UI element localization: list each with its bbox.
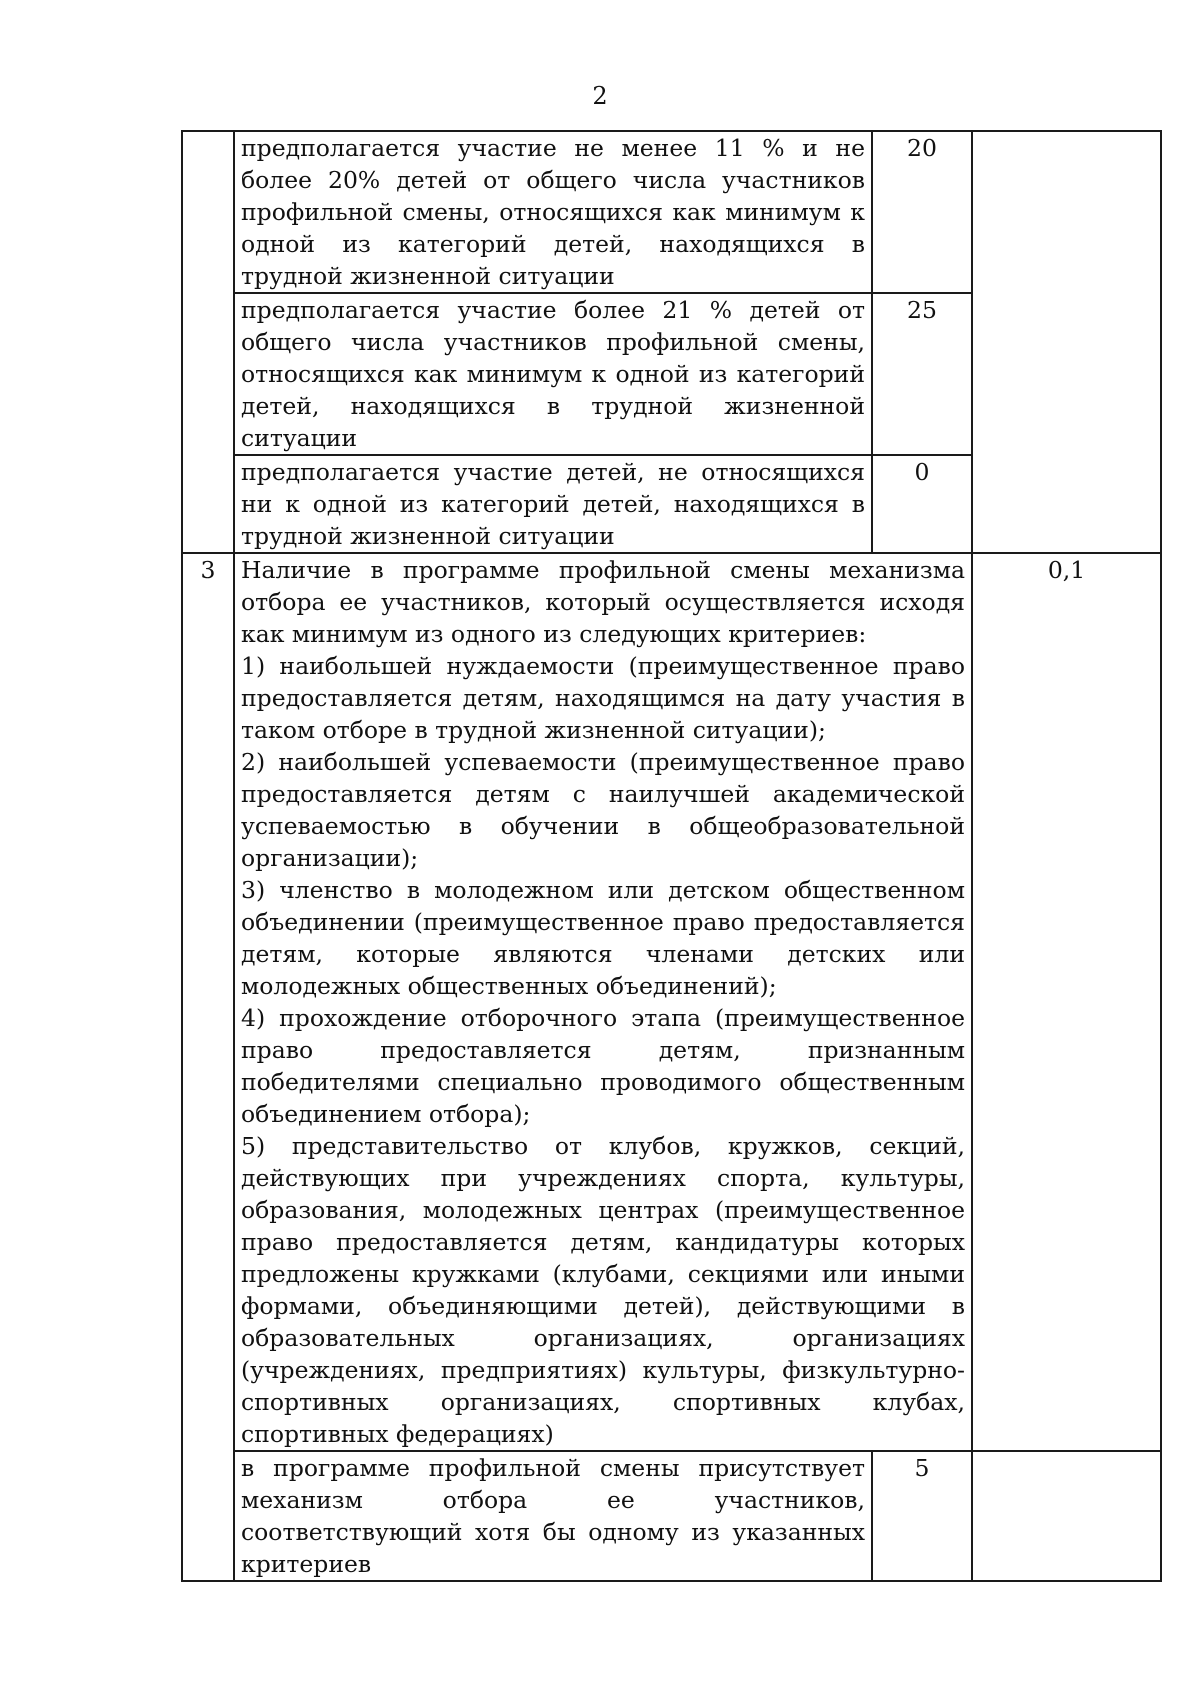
table-row bbox=[182, 1451, 1161, 1581]
criterion-paragraph: 2) наибольшей успеваемости (преимущественное право предоставляется детям с наилучшей академической успеваемостью в обучении в общеобразовательной организации); bbox=[241, 748, 965, 872]
criterion-paragraph: 3) членство в молодежном или детском общественном объединении (преимущественное право предоставляется детям, которые являются членами детских или молодежных общественных объединений); bbox=[241, 876, 965, 1000]
page-number: 2 bbox=[592, 82, 608, 110]
criterion-number: 3 bbox=[182, 553, 234, 1581]
option-text: в программе профильной смены присутствует механизм отбора ее участников, соответствующий хотя бы одному из указанных критериев bbox=[234, 1451, 872, 1581]
option-score: 20 bbox=[872, 131, 972, 293]
empty-weight-cell bbox=[972, 1451, 1161, 1581]
option-text: предполагается участие более 21 % детей от общего числа участников профильной смены, относящихся как минимум к одной из категорий детей, находящихся в трудной жизненной ситуации bbox=[234, 293, 872, 455]
criterion-paragraph: Наличие в программе профильной смены механизма отбора ее участников, который осуществляется исходя как минимум из одного из следующих критериев: bbox=[241, 556, 965, 648]
table-row bbox=[182, 553, 1161, 1451]
option-score: 5 bbox=[872, 1451, 972, 1581]
table-row bbox=[182, 131, 1161, 293]
option-score: 0 bbox=[872, 455, 972, 553]
option-text: предполагается участие не менее 11 % и не более 20% детей от общего числа участников профильной смены, относящихся как минимум к одной из категорий детей, находящихся в трудной жизненной ситуации bbox=[234, 131, 872, 293]
option-text: предполагается участие детей, не относящихся ни к одной из категорий детей, находящихся в трудной жизненной ситуации bbox=[234, 455, 872, 553]
weight-cell bbox=[972, 131, 1161, 553]
criterion-number-cell bbox=[182, 131, 234, 553]
criterion-paragraph: 1) наибольшей нуждаемости (преимущественное право предоставляется детям, находящимся на дату участия в таком отборе в трудной жизненной ситуации); bbox=[241, 652, 965, 744]
option-score: 25 bbox=[872, 293, 972, 455]
criterion-weight: 0,1 bbox=[972, 553, 1161, 1451]
criterion-description bbox=[234, 553, 972, 1451]
criterion-paragraph: 4) прохождение отборочного этапа (преимущественное право предоставляется детям, признанным победителями специально проводимого общественным объединением отбора); bbox=[241, 1004, 965, 1128]
criterion-paragraph: 5) представительство от клубов, кружков, секций, действующих при учреждениях спорта, культуры, образования, молодежных центрах (преимущественное право предоставляется детям, кандидатуры которых предложены кружками (клубами, секциями или иными формами, объединяющими детей), действующими в образовательных организациях, организациях (учреждениях, предприятиях) культуры, физкультурно-спортивных организациях, спортивных клубах, спортивных федерациях) bbox=[241, 1132, 965, 1448]
criteria-table bbox=[181, 130, 1162, 1582]
